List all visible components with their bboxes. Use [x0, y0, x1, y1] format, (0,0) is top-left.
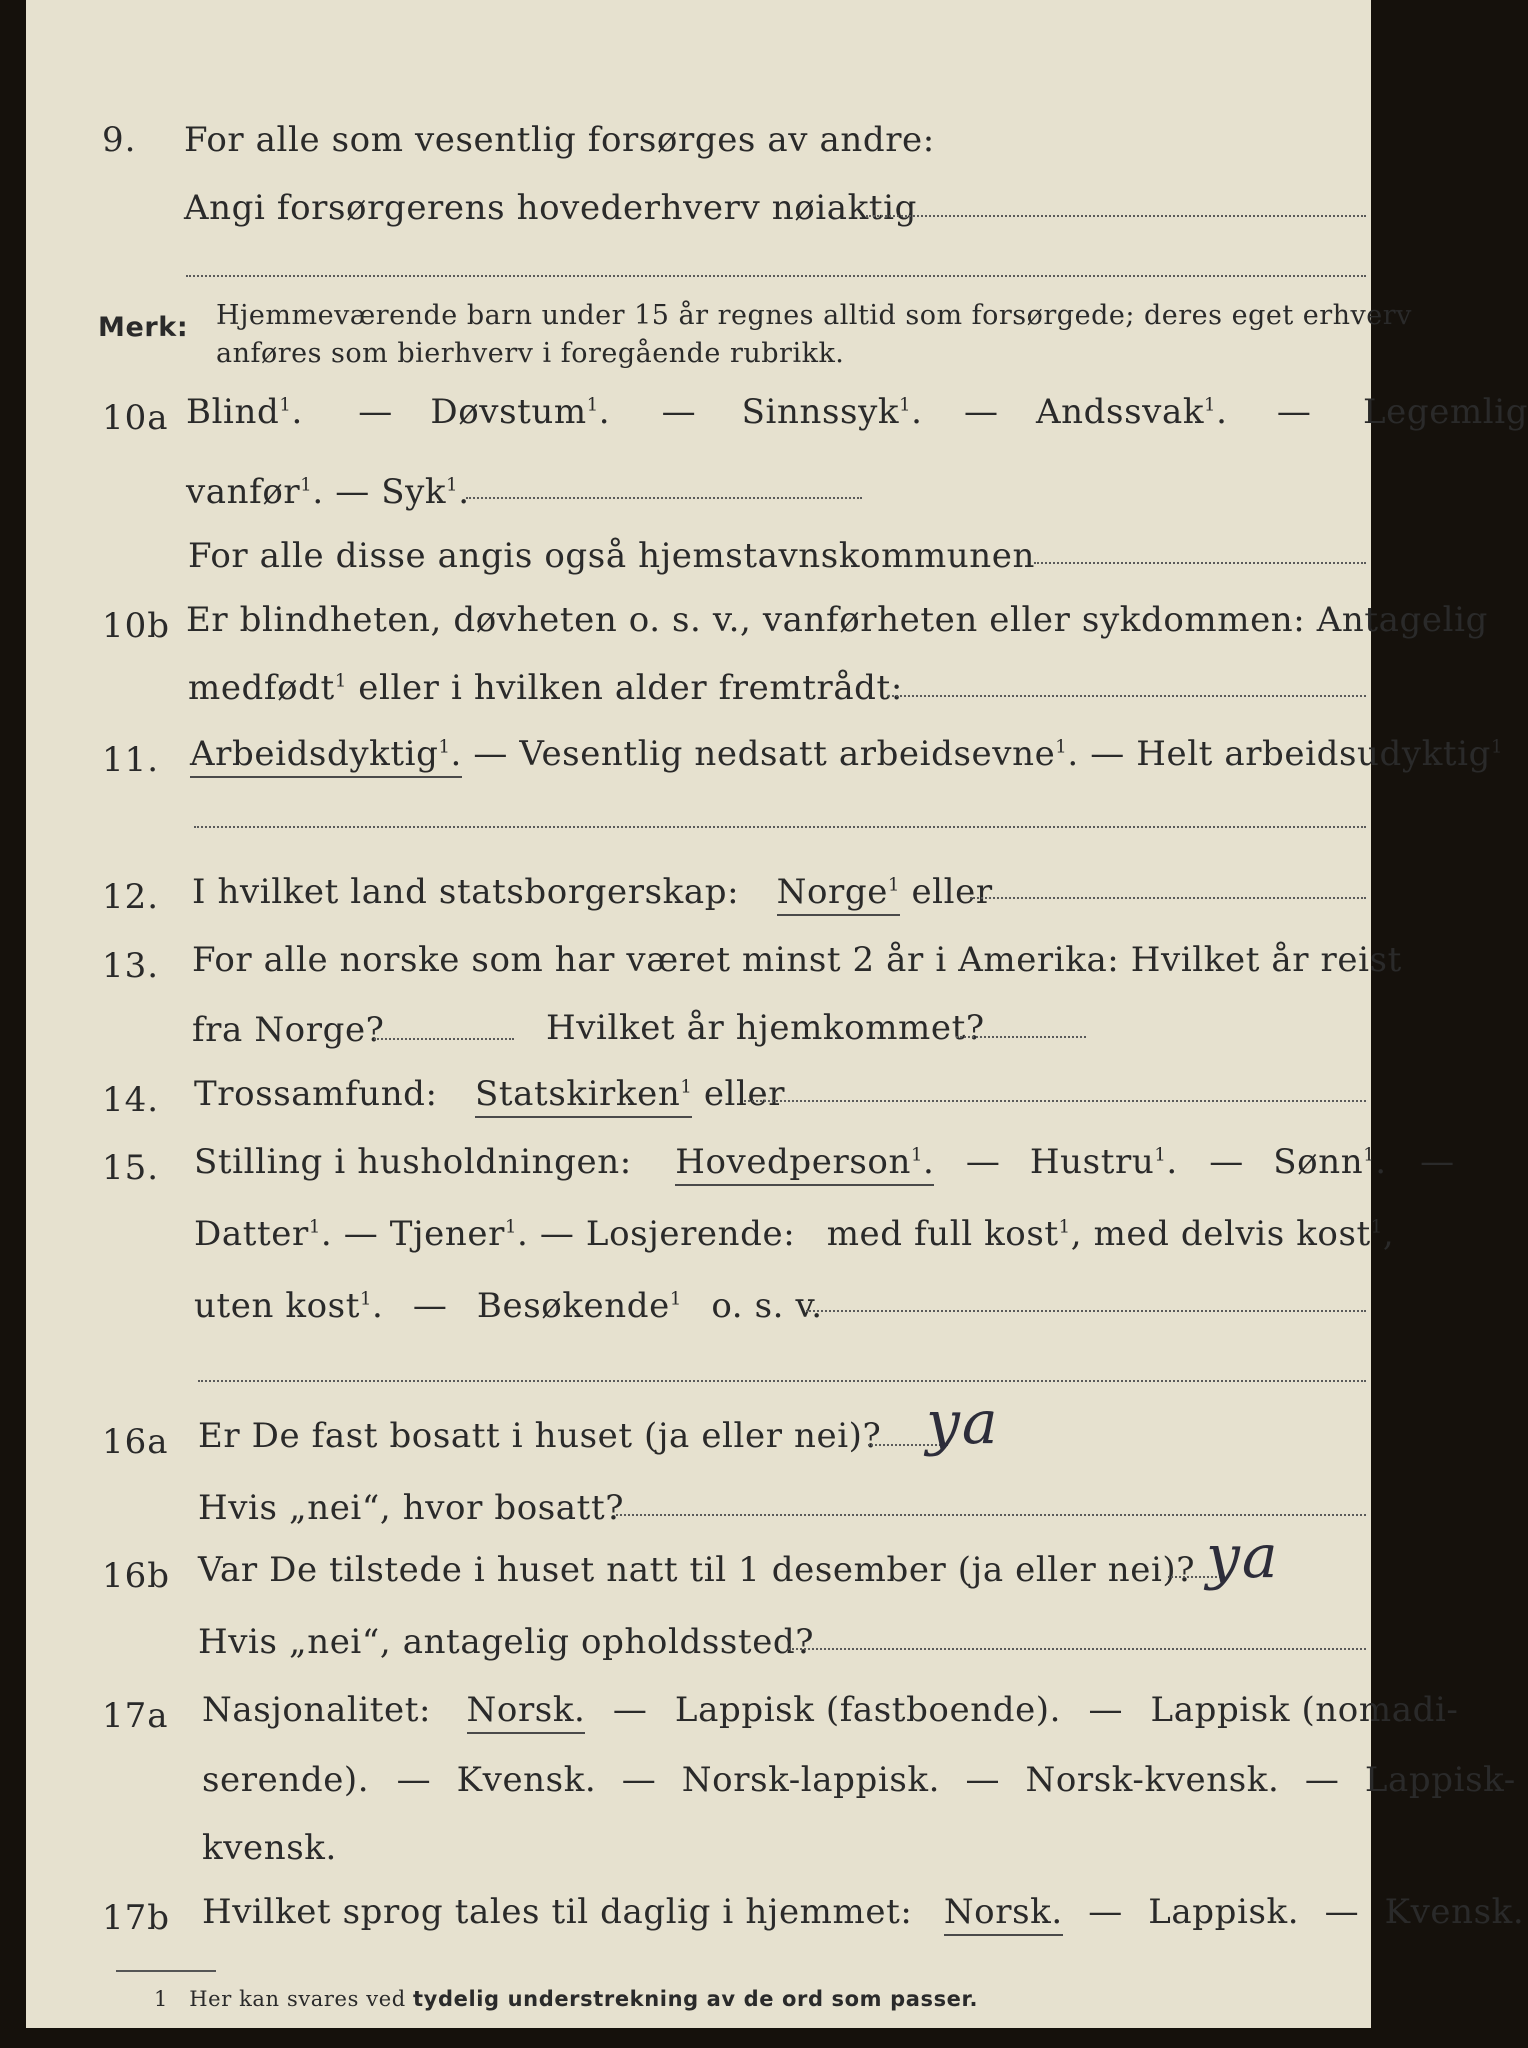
q16b-handwritten-answer: ya: [1206, 1522, 1280, 1592]
q16a-line1: Er De fast bosatt i huset (ja eller nei)?: [198, 1416, 882, 1456]
q15-number: 15.: [102, 1148, 160, 1188]
q16b-line2: Hvis „nei“, antagelig opholdssted?: [198, 1622, 815, 1662]
q16a-answer-line-2: [616, 1514, 1366, 1516]
q15-line2: Datter$^1$. — Tjener$^1$. — Losjerende: med full kost$^1$, med delvis kost$^1$,: [194, 1214, 1395, 1254]
q10a-number: 10a: [102, 398, 169, 438]
q17a-number: 17a: [102, 1696, 169, 1736]
q15-line3: uten kost$^1$. — Besøkende$^1$ o. s. v.: [194, 1286, 823, 1326]
q17b-line1: Hvilket sprog tales til daglig i hjemmet: Norsk. — Lappisk. — Kvensk.: [202, 1892, 1524, 1932]
q11-answer-line: [194, 826, 1366, 828]
q17a-line3: kvensk.: [202, 1828, 337, 1868]
q11-number: 11.: [102, 740, 160, 780]
q11-line1: Arbeidsdyktig$^1$. — Vesentlig nedsatt arbeidsevne$^1$. — Helt arbeidsudyktig$^1$: [190, 734, 1503, 774]
q15-line1: Stilling i husholdningen: Hovedperson$^1$. — Hustru$^1$. — Sønn$^1$. —: [194, 1142, 1455, 1182]
q16a-handwritten-answer: ya: [926, 1388, 1000, 1458]
note-line2: anføres som bierhverv i foregående rubrikk.: [216, 338, 845, 369]
q12-number: 12.: [102, 877, 160, 917]
q16b-answer-line-2: [788, 1648, 1366, 1650]
footnote-rule: [116, 1970, 216, 1972]
q10b-line1: Er blindheten, døvheten o. s. v., vanførheten eller sykdommen: Antagelig: [186, 600, 1488, 640]
q15-answer-line-2: [198, 1380, 1366, 1382]
q9-line2: Angi forsørgerens hovederhverv nøiaktig: [184, 188, 917, 228]
q9-answer-line-2: [186, 275, 1366, 277]
q10a-answer-line-2: [1034, 562, 1366, 564]
note-label: Merk:: [98, 312, 189, 343]
q13-answer-line-1: [374, 1038, 514, 1040]
q13-line2b: Hvilket år hjemkommet?: [546, 1008, 985, 1048]
q15-answer-line: [806, 1310, 1366, 1312]
q16b-line1: Var De tilstede i huset natt til 1 desember (ja eller nei)?: [198, 1550, 1196, 1590]
q16a-line2: Hvis „nei“, hvor bosatt?: [198, 1488, 625, 1528]
q10a-answer-line: [466, 497, 862, 499]
q10b-number: 10b: [102, 606, 171, 646]
q13-answer-line-2: [956, 1036, 1086, 1038]
q9-number: 9.: [102, 120, 137, 160]
q14-line1: Trossamfund: Statskirken$^1$ eller: [194, 1074, 785, 1114]
q17a-line2: serende). — Kvensk. — Norsk-lappisk. — Norsk-kvensk. — Lappisk-: [202, 1760, 1516, 1800]
q17a-line1: Nasjonalitet: Norsk. — Lappisk (fastboende). — Lappisk (nomadi-: [202, 1690, 1459, 1730]
q16a-number: 16a: [102, 1422, 169, 1462]
q16b-number: 16b: [102, 1556, 171, 1596]
q10b-answer-line: [888, 695, 1366, 697]
q14-answer-line: [744, 1100, 1366, 1102]
q9-line1: For alle som vesentlig forsørges av andre:: [184, 120, 935, 160]
q10a-line3: For alle disse angis også hjemstavnskommunen: [188, 536, 1035, 576]
q13-number: 13.: [102, 946, 160, 986]
footnote: 1 Her kan svares ved tydelig understrekning av de ord som passer.: [154, 1987, 979, 2011]
q14-number: 14.: [102, 1080, 160, 1120]
q12-answer-line: [970, 897, 1366, 899]
q9-answer-line: [866, 215, 1366, 217]
q13-line1: For alle norske som har været minst 2 år i Amerika: Hvilket år reist: [192, 940, 1402, 980]
q12-line1: I hvilket land statsborgerskap: Norge$^1$ eller: [192, 872, 993, 912]
q17b-number: 17b: [102, 1898, 171, 1938]
note-line1: Hjemmeværende barn under 15 år regnes alltid som forsørgede; deres eget erhverv: [216, 300, 1412, 331]
q13-line2a: fra Norge?: [192, 1010, 385, 1050]
q10b-line2: medfødt$^1$ eller i hvilken alder fremtrådt:: [188, 668, 903, 708]
form-page: [26, 0, 1528, 2028]
q10a-line1: Blind$^1$. — Døvstum$^1$. — Sinnssyk$^1$. — Andssvak$^1$. — Legemlig: [186, 392, 1528, 432]
q10a-line2: vanfør$^1$. — Syk$^1$.: [186, 472, 470, 512]
